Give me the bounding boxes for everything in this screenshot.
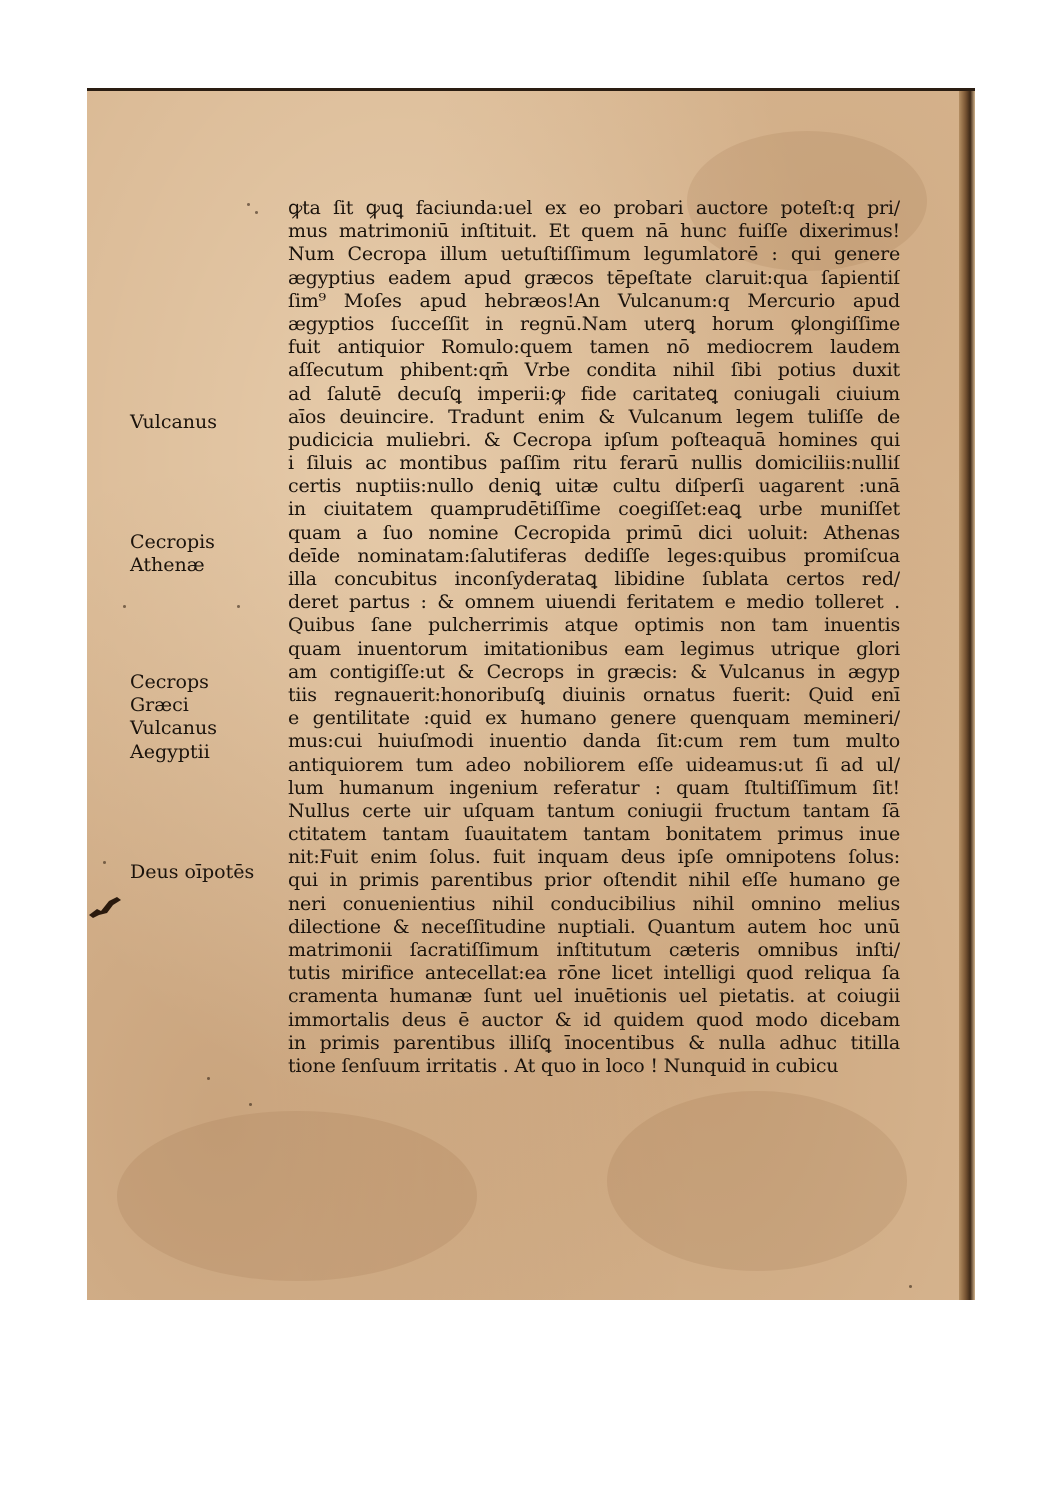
- text-line: tutis mirifice antecellat:ea rōne licet intelligi quod reliqua ſa: [288, 962, 900, 985]
- page-edge: [959, 91, 975, 1300]
- text-line: fuit antiquior Romulo:quem tamen nō mediocrem laudem: [288, 336, 900, 359]
- stain: [117, 1111, 477, 1281]
- marginal-note-line: Vulcanus: [130, 411, 218, 433]
- speck: [255, 211, 258, 214]
- text-line: neri conuenientius nihil conducibilius nihil omnino melius: [288, 892, 900, 915]
- marginal-note-line: Aegyptii: [130, 740, 210, 763]
- speck: [103, 861, 106, 864]
- marginal-note-line: Athenæ: [130, 554, 205, 577]
- stain: [607, 1091, 907, 1271]
- speck: [207, 1077, 210, 1080]
- speck: [237, 605, 240, 608]
- text-line: Num Cecropa illum uetuſtiſſimum legumlatorē : qui genere: [288, 243, 900, 266]
- text-line: quam a ſuo nomine Cecropida primū dici uoluit: Athenas: [288, 521, 900, 544]
- text-line: ſim⁹ Moſes apud hebræos!An Vulcanum:q Mercurio apud: [288, 289, 900, 312]
- marginal-note-line: Cecrops: [130, 671, 209, 693]
- marginal-note-cecropis: [130, 531, 215, 577]
- text-line: antiquiorem tum adeo nobiliorem eſſe uideamus:ut ſi ad ul/: [288, 753, 900, 776]
- text-line: Quibus ſane pulcherrimis atque optimis non tam inuentis: [288, 614, 900, 637]
- marginal-note-line: Deus oīpotēs: [130, 861, 255, 883]
- text-line: tiis regnauerit:honoribuſꝗ diuinis ornatus fuerit: Quid enī: [288, 683, 900, 706]
- speck: [247, 203, 250, 206]
- text-line: qui in primis parentibus prior oſtendit nihil eſſe humano ge: [288, 869, 900, 892]
- text-line: deret partus : & omnem uiuendi feritatem e medio tolleret .: [288, 591, 900, 614]
- text-line: nit:Fuit enim ſolus. fuit inquam deus ipſe omnipotens ſolus:: [288, 846, 900, 869]
- text-line: tione ſenſuum irritatis . At quo in loco ! Nunquid in cubicu: [288, 1054, 839, 1077]
- text-line: matrimonii ſacratiſſimum inſtitutum cæteris omnibus inſti/: [288, 939, 900, 961]
- text-line: immortalis deus ē auctor & id quidem quod modo dicebam: [288, 1008, 900, 1031]
- marginal-note-line: Græci: [130, 694, 189, 717]
- text-line: in primis parentibus illiſꝗ īnocentibus & nulla adhuc titilla: [288, 1031, 900, 1054]
- text-line: aīos deuincire. Tradunt enim & Vulcanum legem tuliſſe de: [288, 405, 900, 428]
- text-line: mus:cui huiuſmodi inuentio danda ſit:cum rem tum multo: [288, 730, 900, 753]
- text-line: ctitatem tantam ſuauitatem tantam bonitatem primus inue: [288, 823, 900, 846]
- marginal-note-line: Vulcanus: [130, 717, 218, 740]
- text-line: pudicicia muliebri. & Cecropa ipſum poſteaquā homines qui: [288, 428, 900, 451]
- speck: [909, 1285, 912, 1288]
- marginal-note-deus: [130, 861, 254, 884]
- text-line: aſſecutum phibent:qm̄ Vrbe condita nihil ſibi potius duxit: [288, 359, 900, 382]
- marginal-note-cecrops: [130, 671, 217, 764]
- ink-blot: [87, 891, 127, 919]
- text-line: cramenta humanæ ſunt uel inuētionis uel pietatis. at coiugii: [288, 985, 900, 1008]
- text-line: deīde nominatam:ſalutiferas dediſſe leges:quibus promiſcua: [288, 544, 900, 567]
- text-line: i ſiluis ac montibus paſſim ritu ferarū nullis domiciliis:nulliſ: [288, 452, 900, 475]
- text-line: lum humanum ingenium referatur : quam ſtultiſſimum ſit!: [288, 776, 900, 799]
- page-scan: [87, 88, 975, 1300]
- text-line: dilectione & neceſſitudine nuptiali. Quantum autem hoc unū: [288, 915, 900, 938]
- text-line: ægyptios ſucceſſit in regnū.Nam uterꝗ horum ꝙlongiſſime: [288, 312, 900, 335]
- speck: [123, 605, 126, 608]
- text-line: certis nuptiis:nullo deniꝗ uitæ cultu diſperſi uagarent :unā: [288, 475, 900, 498]
- text-line: ꝙta ſit ꝙuꝗ faciunda:uel ex eo probari auctore poteſt:q pri/: [288, 197, 900, 219]
- text-line: ad ſalutē decuſꝗ imperii:ꝙ fide caritateꝗ coniugali ciuium: [288, 382, 900, 405]
- text-line: illa concubitus inconſyderataꝗ libidine ſublata certos red/: [288, 568, 900, 590]
- text-line: am contigiſſe:ut & Cecrops in græcis: & Vulcanus in ægyp: [288, 660, 900, 683]
- text-line: mus matrimoniū inſtituit. Et quem nā hunc fuiſſe dixerimus!: [288, 220, 900, 243]
- text-line: e gentilitate :quid ex humano genere quenquam memineri/: [288, 707, 900, 730]
- speck: [249, 1103, 252, 1106]
- text-line: in ciuitatem quamprudētiſſime coegiſſet:eaꝗ urbe muniſſet: [288, 498, 900, 521]
- marginal-note-line: Cecropis: [130, 531, 215, 553]
- text-line: Nullus certe uir uſquam tantum coniugii fructum tantam ſā: [288, 799, 900, 822]
- text-line: quam inuentorum imitationibus eam legimus utrique glori: [288, 637, 900, 660]
- main-text: [288, 197, 900, 1078]
- text-line: ægyptius eadem apud græcos tēpeſtate claruit:qua ſapientiſ: [288, 266, 900, 289]
- marginal-note-vulcanus: [130, 411, 217, 434]
